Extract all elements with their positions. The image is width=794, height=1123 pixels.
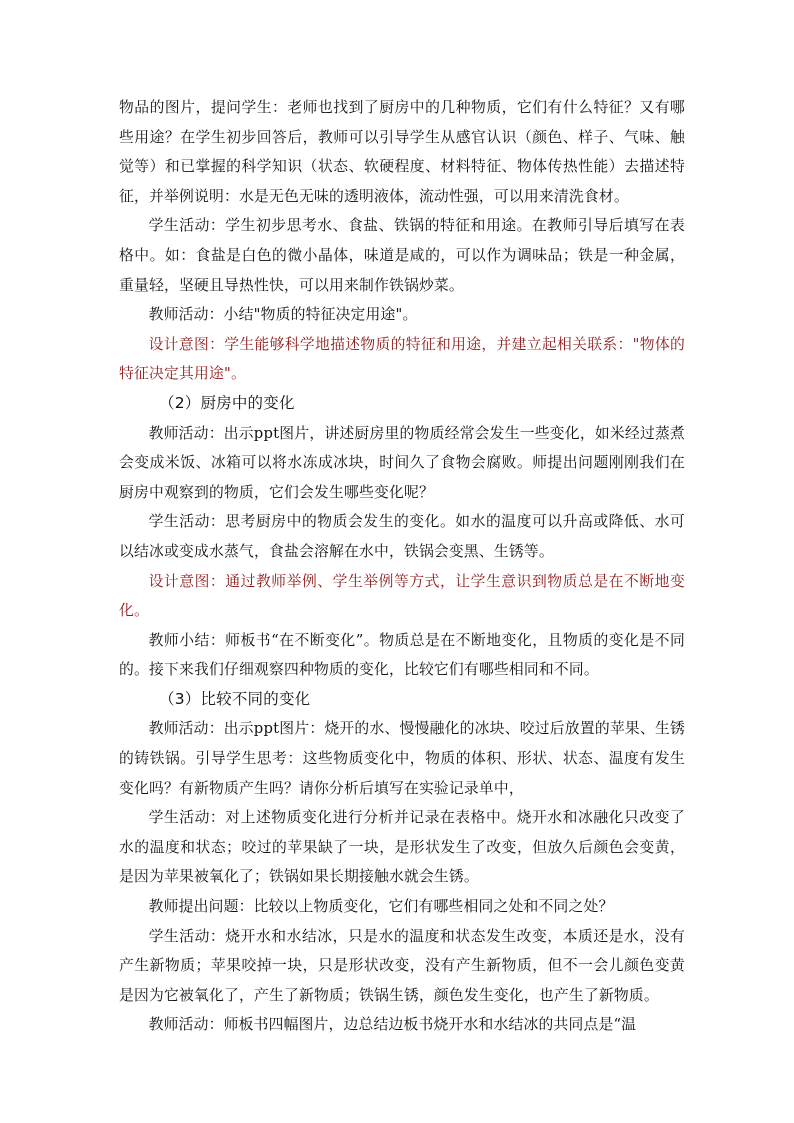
paragraph-design-intent-2: 设计意图：通过教师举例、学生举例等方式，让学生意识到物质总是在不断地变化。 [119,572,685,620]
paragraph-teacher-board-summary: 教师活动：师板书四幅图片，边总结边板书烧开水和水结冰的共同点是“温 [148,1016,637,1034]
paragraph-teacher-activity-compare: 教师活动：出示ppt图片：烧开的水、慢慢融化的冰块、咬过后放置的苹果、生锈的铸铁锅。引导学生思考：这些物质变化中，物质的体积、形状、状态、温度有发生变化吗？有新物质产生吗？请你分析后填写在实验记录单中， [119,720,685,797]
section-heading-compare-changes: （3）比较不同的变化 [159,689,311,708]
paragraph-design-intent-1: 设计意图：学生能够科学地描述物质的特征和用途，并建立起相关联系："物体的特征决定其用途"。 [119,335,685,383]
paragraph-intro: 物品的图片，提问学生：老师也找到了厨房中的几种物质，它们有什么特征？又有哪些用途？在学生初步回答后，教师可以引导学生从感官认识（颜色、样子、气味、触觉等）和已掌握的科学知识（状态、软硬程度、材料特征、物体传热性能）去描述特征，并举例说明：水是无色无味的透明液体，流动性强，可以用来清洗食材。 [119,99,685,205]
paragraph-student-activity-changes: 学生活动：思考厨房中的物质会发生的变化。如水的温度可以升高或降低、水可以结冰或变成水蒸气，食盐会溶解在水中，铁锅会变黑、生锈等。 [119,513,685,560]
paragraph-student-activity-features: 学生活动：学生初步思考水、食盐、铁锅的特征和用途。在教师引导后填写在表格中。如：食盐是白色的微小晶体，味道是咸的，可以作为调味品；铁是一种金属，重量轻，坚硬且导热性快，可以用来制作铁锅炒菜。 [119,217,685,294]
section-heading-kitchen-changes: （2）厨房中的变化 [159,393,295,412]
paragraph-teacher-conclusion: 教师小结：师板书“在不断变化”。物质总是在不断地变化，且物质的变化是不同的。接下来我们仔细观察四种物质的变化，比较它们有哪些相同和不同。 [119,631,685,679]
paragraph-student-activity-answer: 学生活动：烧开水和水结冰，只是水的温度和状态发生改变，本质还是水，没有产生新物质；苹果咬掉一块，只是形状改变，没有产生新物质，但不一会儿颜色变黄是因为它被氧化了，产生了新物质；铁锅生锈，颜色发生变化，也产生了新物质。 [119,927,685,1004]
paragraph-teacher-activity-changes: 教师活动：出示ppt图片，讲述厨房里的物质经常会发生一些变化，如米经过蒸煮会变成米饭、冰箱可以将水冻成冰块，时间久了食物会腐败。师提出问题刚刚我们在厨房中观察到的物质，它们会发生哪些变化呢？ [119,424,685,501]
paragraph-teacher-summary-features: 教师活动：小结"物质的特征决定用途"。 [148,306,418,324]
document-body [119,93,685,1040]
paragraph-student-activity-analysis: 学生活动：对上述物质变化进行分析并记录在表格中。烧开水和冰融化只改变了水的温度和状态；咬过的苹果缺了一块，是形状发生了改变，但放久后颜色会变黄，是因为苹果被氧化了；铁锅如果长期接触水就会生锈。 [119,809,685,886]
paragraph-teacher-question: 教师提出问题：比较以上物质变化，它们有哪些相同之处和不同之处？ [148,898,614,916]
